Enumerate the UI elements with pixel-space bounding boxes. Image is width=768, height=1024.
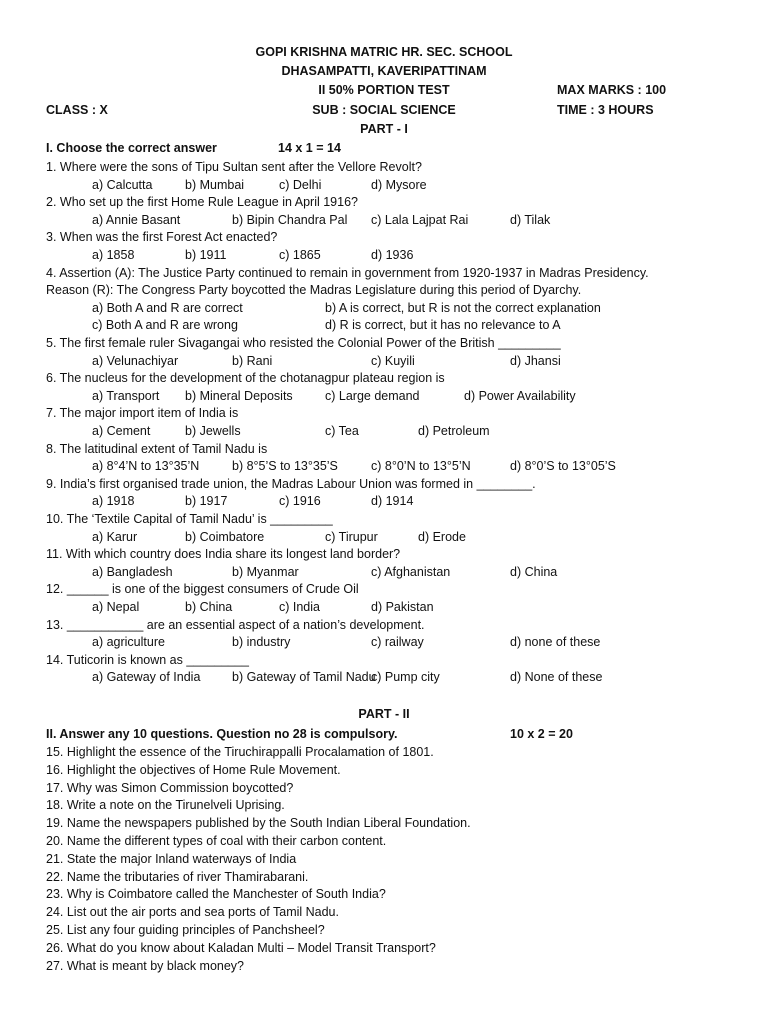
- answer-option: d) 1936: [371, 248, 414, 262]
- answer-option: d) None of these: [510, 670, 603, 685]
- answer-option: d) Tilak: [510, 212, 551, 227]
- question-text: 20. Name the different types of coal with their carbon content.: [46, 834, 387, 848]
- answer-option: c) 8°0’N to 13°5’N: [371, 459, 471, 474]
- answer-option: d) 1914: [371, 494, 414, 509]
- answer-option: b) Myanmar: [232, 564, 299, 579]
- question-text: 6. The nucleus for the development of the chotanagpur plateau region is: [46, 371, 445, 386]
- question-text: 27. What is meant by black money?: [46, 958, 245, 973]
- answer-option: d) Mysore: [371, 177, 427, 192]
- answer-option: a) Both A and R are correct: [92, 300, 243, 315]
- answer-option: c) Tirupur: [325, 529, 378, 544]
- question-text: 13. ___________ are an essential aspect of a nation’s development.: [46, 617, 425, 632]
- answer-option: b) Mineral Deposits: [185, 388, 293, 403]
- answer-option: c) 1865: [279, 248, 321, 262]
- time-label: TIME : 3 HOURS: [557, 103, 654, 117]
- answer-option: b) Rani: [232, 353, 273, 368]
- answer-option: c) Large demand: [325, 388, 420, 403]
- question-text: 25. List any four guiding principles of Panchsheel?: [46, 923, 325, 937]
- answer-option: c) railway: [371, 635, 424, 650]
- part2-marks: 10 x 2 = 20: [510, 727, 573, 741]
- question-text: 11. With which country does India share its longest land border?: [46, 547, 401, 562]
- max-marks: MAX MARKS : 100: [557, 83, 667, 97]
- answer-option: b) Gateway of Tamil Nadu: [232, 670, 376, 685]
- answer-option: c) Lala Lajpat Rai: [371, 212, 469, 227]
- answer-option: b) 1917: [185, 494, 228, 509]
- answer-option: c) 1916: [279, 494, 321, 509]
- answer-option: c) Pump city: [371, 670, 440, 685]
- answer-option: c) Both A and R are wrong: [92, 318, 238, 333]
- answer-option: a) Cement: [92, 424, 151, 438]
- question-text: 14. Tuticorin is known as _________: [46, 652, 249, 667]
- school-name: GOPI KRISHNA MATRIC HR. SEC. SCHOOL: [255, 45, 513, 59]
- question-text: 4. Assertion (A): The Justice Party continued to remain in government from 1920-1937 in Madras Presidency.: [46, 265, 649, 280]
- answer-option: b) Jewells: [185, 424, 241, 438]
- test-title: II 50% PORTION TEST: [318, 83, 450, 97]
- question-text: 15. Highlight the essence of the Tiruchirappalli Procalamation of 1801.: [46, 745, 434, 759]
- answer-option: a) Karur: [92, 529, 138, 544]
- answer-option: b) Mumbai: [185, 177, 245, 192]
- answer-option: b) 1911: [185, 248, 227, 262]
- school-location: DHASAMPATTI, KAVERIPATTINAM: [281, 64, 487, 78]
- answer-option: d) Erode: [418, 529, 466, 544]
- question-text: 8. The latitudinal extent of Tamil Nadu is: [46, 441, 268, 456]
- question-text: 9. India’s first organised trade union, the Madras Labour Union was formed in ________.: [46, 476, 536, 491]
- question-text: 16. Highlight the objectives of Home Rule Movement.: [46, 762, 341, 777]
- question-text: 7. The major import item of India is: [46, 406, 239, 421]
- answer-option: a) Velunachiyar: [92, 353, 179, 368]
- answer-option: b) industry: [232, 635, 291, 650]
- part1-title: PART - I: [360, 122, 408, 136]
- part1-marks: 14 x 1 = 14: [278, 141, 341, 155]
- answer-option: b) Coimbatore: [185, 529, 265, 544]
- question-text: 19. Name the newspapers published by the South Indian Liberal Foundation.: [46, 816, 471, 831]
- class-label: CLASS : X: [46, 103, 108, 117]
- answer-option: a) 1918: [92, 494, 135, 509]
- answer-option: a) 1858: [92, 248, 135, 262]
- question-text: 22. Name the tributaries of river Thamirabarani.: [46, 869, 309, 884]
- question-text: 26. What do you know about Kaladan Multi – Model Transit Transport?: [46, 940, 436, 955]
- answer-option: a) Transport: [92, 388, 160, 403]
- answer-option: b) Bipin Chandra Pal: [232, 212, 348, 227]
- answer-option: c) Afghanistan: [371, 564, 451, 579]
- question-reason: Reason (R): The Congress Party boycotted the Madras Legislature during this period of Dyarchy.: [46, 283, 582, 298]
- answer-option: a) Calcutta: [92, 177, 153, 192]
- answer-option: c) India: [279, 600, 320, 614]
- question-text: 3. When was the first Forest Act enacted?: [46, 230, 278, 245]
- answer-option: b) A is correct, but R is not the correct explanation: [325, 300, 601, 315]
- answer-option: a) Annie Basant: [92, 212, 181, 227]
- question-text: 24. List out the air ports and sea ports of Tamil Nadu.: [46, 905, 339, 920]
- question-text: 10. The ‘Textile Capital of Tamil Nadu’ is _________: [46, 512, 333, 526]
- answer-option: c) Kuyili: [371, 353, 415, 368]
- question-text: 2. Who set up the first Home Rule League in April 1916?: [46, 195, 358, 210]
- subject-label: SUB : SOCIAL SCIENCE: [312, 103, 456, 117]
- question-text: 5. The first female ruler Sivagangai who resisted the Colonial Power of the British _________: [46, 336, 561, 350]
- answer-option: d) China: [510, 564, 558, 579]
- question-text: 12. ______ is one of the biggest consumers of Crude Oil: [46, 582, 359, 597]
- answer-option: d) Petroleum: [418, 424, 490, 438]
- answer-option: a) Bangladesh: [92, 564, 173, 579]
- answer-option: b) 8°5’S to 13°35’S: [232, 459, 338, 474]
- answer-option: d) none of these: [510, 635, 601, 650]
- answer-option: b) China: [185, 600, 233, 614]
- answer-option: c) Delhi: [279, 177, 322, 192]
- answer-option: d) Power Availability: [464, 388, 576, 403]
- question-text: 17. Why was Simon Commission boycotted?: [46, 780, 294, 795]
- question-text: 1. Where were the sons of Tipu Sultan sent after the Vellore Revolt?: [46, 160, 422, 174]
- answer-option: d) Pakistan: [371, 600, 434, 614]
- answer-option: d) Jhansi: [510, 353, 561, 368]
- answer-option: a) 8°4’N to 13°35’N: [92, 459, 200, 474]
- answer-option: c) Tea: [325, 424, 359, 438]
- question-text: 23. Why is Coimbatore called the Manchester of South India?: [46, 887, 386, 902]
- answer-option: a) agriculture: [92, 635, 165, 650]
- question-text: 21. State the major Inland waterways of India: [46, 851, 297, 866]
- part1-instruction: I. Choose the correct answer: [46, 141, 217, 155]
- part2-instruction: II. Answer any 10 questions. Question no 28 is compulsory.: [46, 727, 398, 741]
- answer-option: d) 8°0’S to 13°05’S: [510, 459, 616, 474]
- part2-title: PART - II: [358, 707, 410, 721]
- answer-option: a) Nepal: [92, 600, 140, 614]
- answer-option: d) R is correct, but it has no relevance to A: [325, 318, 561, 333]
- answer-option: a) Gateway of India: [92, 670, 201, 685]
- question-text: 18. Write a note on the Tirunelveli Uprising.: [46, 798, 285, 813]
